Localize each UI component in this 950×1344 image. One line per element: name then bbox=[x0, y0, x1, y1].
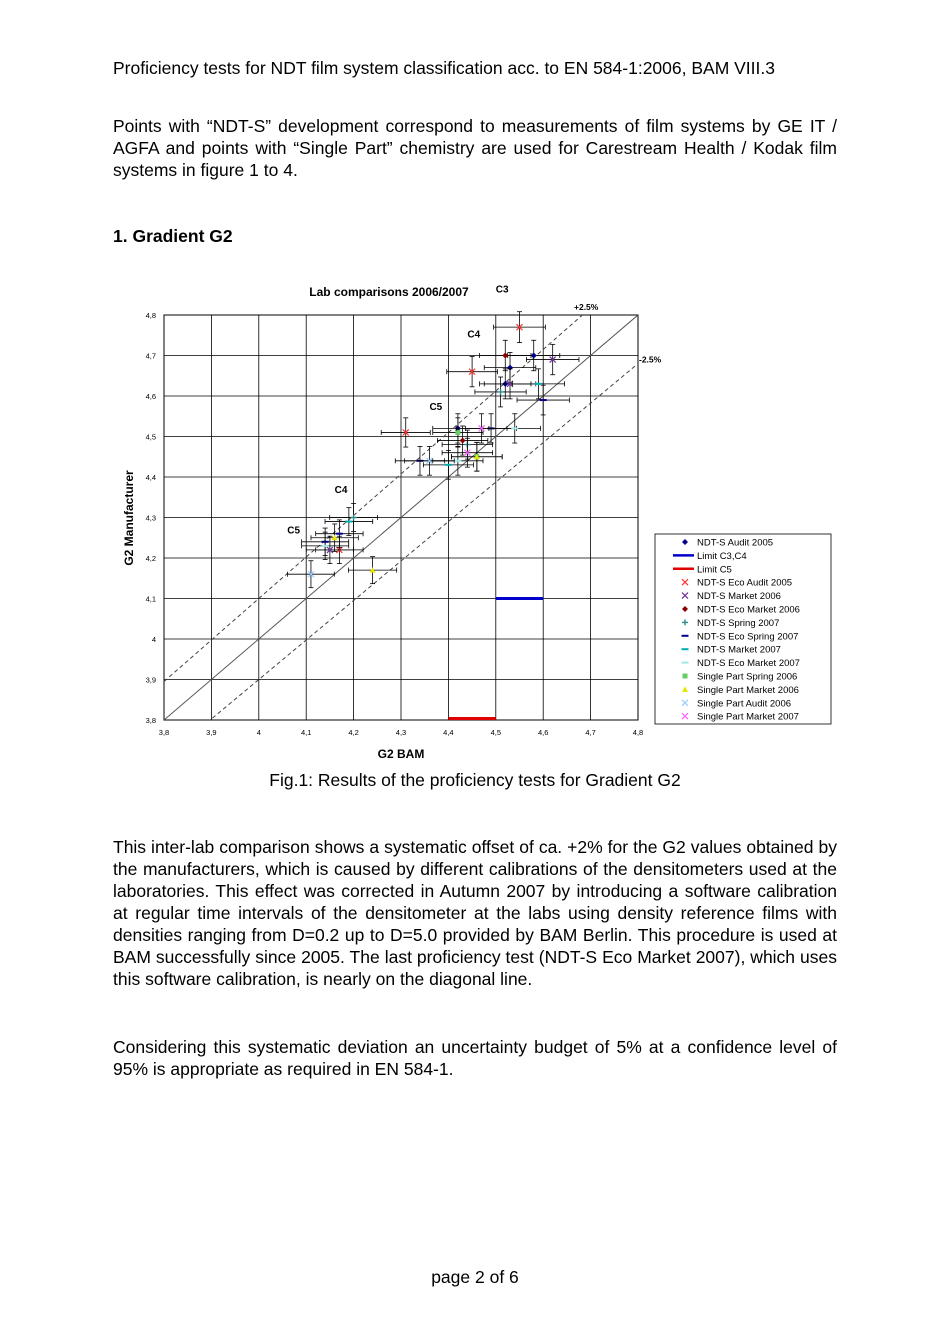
y-tick-label: 4,1 bbox=[145, 594, 156, 604]
class-annotation: C4 bbox=[334, 485, 348, 497]
x-tick-label: 3,8 bbox=[158, 728, 170, 737]
x-tick-label: 4,6 bbox=[537, 728, 549, 737]
x-tick-label: 4,2 bbox=[348, 728, 359, 737]
legend-label: NDT-S Audit 2005 bbox=[697, 537, 774, 549]
class-annotation: C5 bbox=[429, 402, 443, 414]
legend-label: NDT-S Eco Audit 2005 bbox=[697, 577, 793, 589]
page-header: Proficiency tests for NDT film system classification acc. to EN 584-1:2006, BAM VIII.3 bbox=[113, 58, 775, 78]
y-tick-label: 3,8 bbox=[145, 716, 156, 725]
chart-legend bbox=[655, 534, 831, 724]
legend-label: Single Part Market 2006 bbox=[697, 684, 799, 696]
legend-label: Single Part Spring 2006 bbox=[697, 671, 798, 683]
y-tick-label: 4,2 bbox=[145, 554, 156, 563]
legend-label: Limit C5 bbox=[697, 564, 732, 576]
x-axis-label: G2 BAM bbox=[377, 747, 425, 761]
body-paragraph-2: Considering this systematic deviation an uncertainty budget of 5% at a confidence level of 95% is appropriate as required in EN 584-1. bbox=[113, 1037, 837, 1079]
x-tick-label: 4,8 bbox=[632, 728, 644, 737]
y-axis-label: G2 Manufacturer bbox=[122, 470, 136, 566]
y-tick-label: 3,9 bbox=[145, 675, 156, 685]
x-tick-label: 4 bbox=[256, 728, 261, 737]
x-tick-label: 4,1 bbox=[300, 728, 312, 737]
y-tick-label: 4,4 bbox=[145, 473, 156, 482]
legend-label: NDT-S Eco Market 2006 bbox=[697, 604, 800, 616]
intro-paragraph: Points with “NDT-S” development correspond to measurements of film systems by GE IT / AGFA and points with “Single Part” chemistry are used for Carestream Health / Kodak film systems in figure 1 to 4. bbox=[113, 116, 837, 180]
y-tick-label: 4,6 bbox=[145, 392, 156, 401]
figure-caption: Fig.1: Results of the proficiency tests for Gradient G2 bbox=[269, 770, 681, 790]
legend-label: NDT-S Spring 2007 bbox=[697, 617, 780, 629]
y-tick-label: 4,7 bbox=[145, 351, 156, 361]
y-tick-label: 4,5 bbox=[145, 432, 156, 442]
class-annotation: C5 bbox=[287, 525, 301, 537]
body-paragraph-1: This inter-lab comparison shows a systematic offset of ca. +2% for the G2 values obtained by the manufacturers, which is caused by different calibrations of the densitometers used at the laboratories. This effect was corrected in Autumn 2007 by introducing a software calibration at regular time intervals of the densitometer at the labs using density reference films with densities ranging from D=0.2 up to D=5.0 provided by BAM Berlin. This procedure is used at BAM successfully since 2005. The last proficiency test (NDT-S Eco Market 2007), which uses this software calibration, is nearly on the diagonal line. bbox=[113, 837, 837, 989]
legend-label: NDT-S Market 2007 bbox=[697, 644, 781, 656]
x-tick-label: 4,7 bbox=[585, 728, 596, 737]
x-tick-label: 3,9 bbox=[206, 728, 217, 737]
legend-label: Single Part Market 2007 bbox=[697, 711, 799, 723]
ref-label-minus: -2.5% bbox=[639, 354, 662, 365]
x-tick-label: 4,5 bbox=[490, 728, 502, 737]
y-tick-label: 4 bbox=[151, 635, 156, 644]
y-tick-label: 4,8 bbox=[145, 311, 156, 320]
legend-label: NDT-S Eco Spring 2007 bbox=[697, 631, 799, 643]
legend-marker bbox=[683, 674, 688, 679]
g2-scatter-chart bbox=[110, 278, 840, 768]
x-tick-label: 4,3 bbox=[395, 728, 407, 737]
class-annotation: C4 bbox=[467, 329, 481, 341]
page-footer: page 2 of 6 bbox=[431, 1267, 519, 1287]
legend-label: Limit C3,C4 bbox=[697, 550, 747, 562]
class-annotation: C3 bbox=[495, 284, 509, 296]
section-title: 1. Gradient G2 bbox=[113, 226, 233, 246]
chart-title: Lab comparisons 2006/2007 bbox=[309, 285, 469, 299]
legend-label: NDT-S Eco Market 2007 bbox=[697, 658, 800, 670]
legend-label: NDT-S Market 2006 bbox=[697, 591, 781, 603]
legend-label: Single Part Audit 2006 bbox=[697, 698, 792, 710]
x-tick-label: 4,4 bbox=[443, 728, 454, 737]
ref-label-plus: +2.5% bbox=[574, 301, 599, 312]
y-tick-label: 4,3 bbox=[145, 513, 156, 523]
